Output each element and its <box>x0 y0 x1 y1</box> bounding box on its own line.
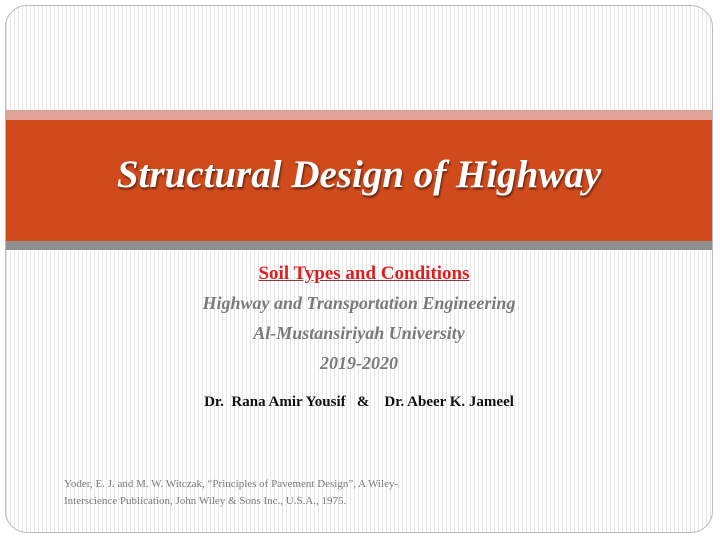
title-band-top-stripe <box>6 110 712 120</box>
title-band <box>6 120 712 241</box>
slide-frame <box>5 5 713 533</box>
department-line: Highway and Transportation Engineering <box>202 293 516 313</box>
academic-year-line: 2019-2020 <box>320 353 398 373</box>
topic-heading: Soil Types and Conditions <box>258 263 470 284</box>
title-band-bottom-stripe <box>6 241 712 250</box>
reference-citation <box>64 476 464 510</box>
university-line: Al-Mustansiriyah University <box>253 323 465 343</box>
reference-line-2: Interscience Publication, John Wiley & Sons Inc., U.S.A., 1975. <box>64 495 347 507</box>
slide-title: Structural Design of Highway <box>116 153 602 196</box>
subtitle-block <box>6 260 712 378</box>
reference-line-1: Yoder, E. J. and M. W. Witczak, “Principles of Pavement Design”, A Wiley- <box>64 478 399 490</box>
authors-line: Dr. Rana Amir Yousif & Dr. Abeer K. Jameel <box>204 394 514 410</box>
